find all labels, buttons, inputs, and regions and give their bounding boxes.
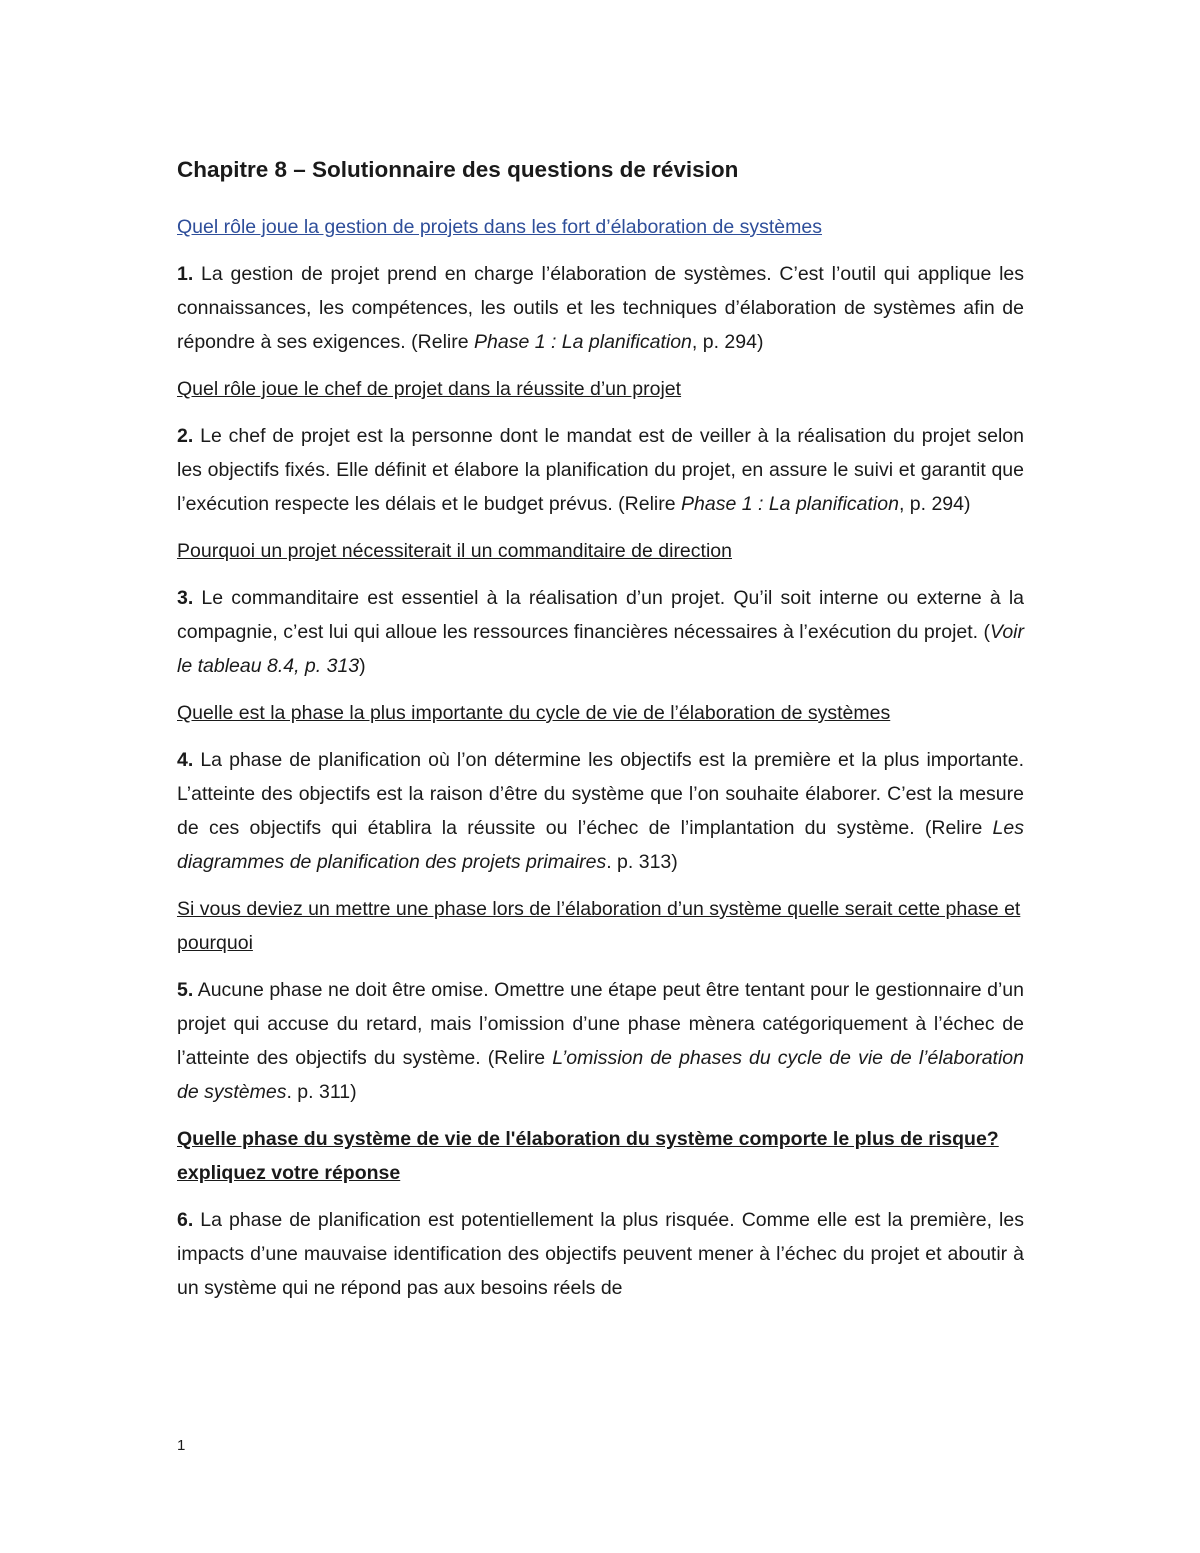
question-2: Quel rôle joue le chef de projet dans la réussite d’un projet (177, 378, 682, 400)
answer-reference: Phase 1 : La planification (474, 331, 692, 353)
answer-text: Le commanditaire est essentiel à la réalisation d’un projet. Qu’il soit interne ou externe à la compagnie, c’est lui qui alloue les ressources financières nécessaires à l’exécution du projet. ( (177, 587, 1024, 643)
question-4: Quelle est la phase la plus importante du cycle de vie de l’élaboration de systèmes (177, 702, 891, 724)
answer-text: La phase de planification est potentiellement la plus risquée. Comme elle est la première, les impacts d’une mauvaise identification des objectifs peuvent mener à l’échec du projet et aboutir à un système qui ne répond pas aux besoins réels de (177, 1209, 1024, 1299)
answer-number: 5. (177, 979, 194, 1001)
question-5: Si vous deviez un mettre une phase lors de l’élaboration d’un système quelle serait cette phase et pourquoi (177, 898, 1021, 954)
page-title: Chapitre 8 – Solutionnaire des questions de révision (177, 157, 739, 182)
answer-tail: . p. 313) (606, 851, 678, 873)
answer-tail: , p. 294) (691, 331, 764, 353)
answer-text: Le chef de projet est la personne dont le mandat est de veiller à la réalisation du projet selon les objectifs fixés. Elle définit et élabore la planification du projet, en assure le suivi et garantit que l’exécution respecte les délais et le budget prévus. (Relire (177, 425, 1024, 515)
answer-number: 3. (177, 587, 194, 609)
answer-reference: Phase 1 : La planification (681, 493, 899, 515)
document-page (177, 152, 1024, 1318)
question-3: Pourquoi un projet nécessiterait il un commanditaire de direction (177, 540, 732, 562)
answer-reference: L’omission de phases du cycle de vie de l’élaboration de systèmes (177, 1047, 1024, 1103)
answer-text: La phase de planification où l’on détermine les objectifs est la première et la plus importante. L’atteinte des objectifs est la raison d’être du système que l’on souhaite élaborer. C’est la mesure de ces objectifs qui établira la réussite ou l’échec de l’implantation du système. (Relire (177, 749, 1024, 839)
answer-text: Aucune phase ne doit être omise. Omettre une étape peut être tentant pour le gestionnaire d’un projet qui accuse du retard, mais l’omission d’une phase mènera catégoriquement à l’échec de l’atteinte des objectifs du système. (Relire (177, 979, 1024, 1069)
page-number: 1 (177, 1437, 186, 1454)
answer-5 (177, 973, 1024, 1109)
answer-number: 2. (177, 425, 194, 447)
answer-number: 4. (177, 749, 194, 771)
answer-tail: . p. 311) (286, 1081, 357, 1103)
answer-tail: , p. 294) (898, 493, 971, 515)
answer-1 (177, 257, 1024, 359)
answer-number: 6. (177, 1209, 194, 1231)
answer-reference: Voir le tableau 8.4, p. 313 (177, 621, 1024, 677)
question-6: Quelle phase du système de vie de l'élaboration du système comporte le plus de risque? expliquez votre réponse (177, 1128, 999, 1184)
answer-4 (177, 743, 1024, 879)
answer-number: 1. (177, 263, 194, 285)
question-1: Quel rôle joue la gestion de projets dans les fort d’élaboration de systèmes (177, 216, 822, 238)
answer-text: La gestion de projet prend en charge l’élaboration de systèmes. C’est l’outil qui applique les connaissances, les compétences, les outils et les techniques d’élaboration de systèmes afin de répondre à ses exigences. (Relire (177, 263, 1024, 353)
answer-2 (177, 419, 1024, 521)
answer-tail: ) (359, 655, 366, 677)
answer-reference: Les diagrammes de planification des projets primaires (177, 817, 1024, 873)
answer-3 (177, 581, 1024, 683)
answer-6 (177, 1203, 1024, 1305)
